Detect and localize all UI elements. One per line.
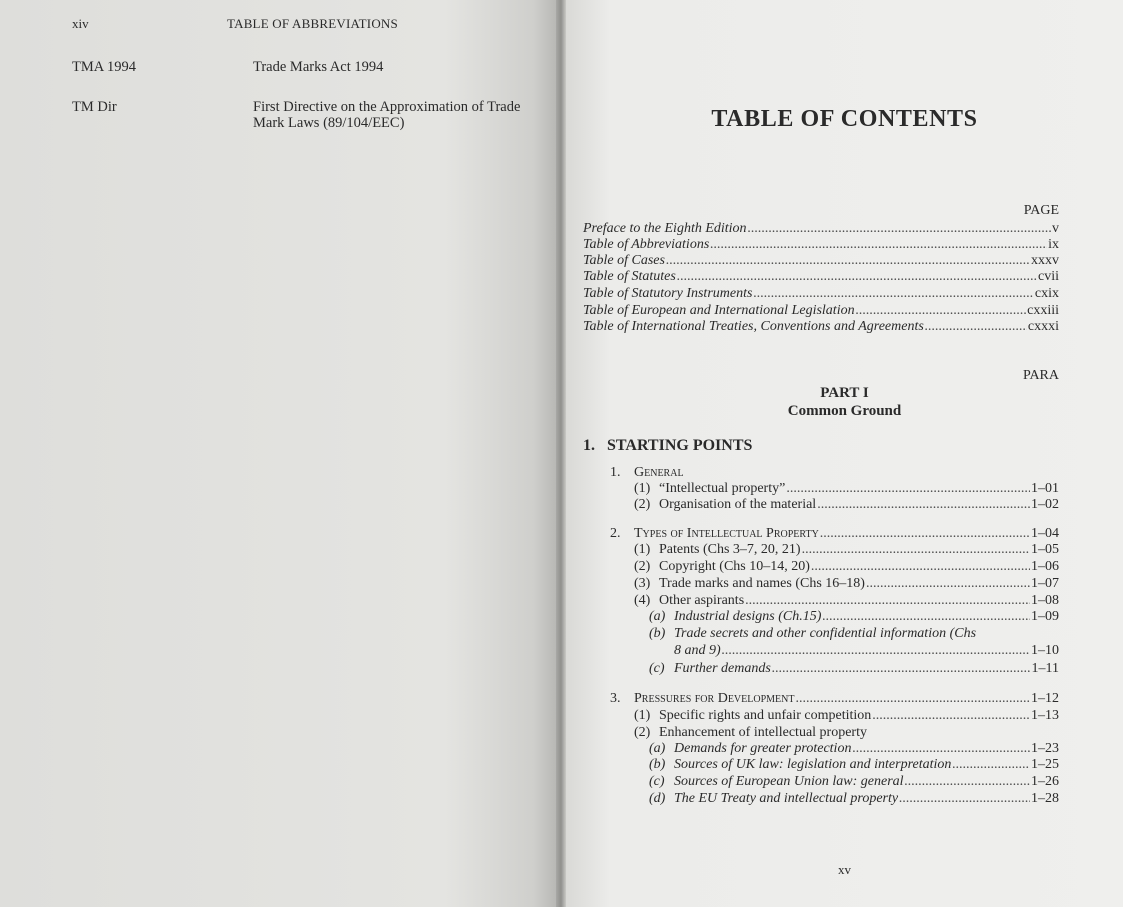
toc-entry-para: 1–13 — [1031, 708, 1059, 723]
chapter-heading[interactable] — [583, 437, 752, 455]
toc-entry[interactable] — [649, 609, 1059, 625]
toc-entry-label: “Intellectual property” — [659, 481, 786, 496]
entry-number: (c) — [649, 774, 665, 789]
entry-number: (d) — [649, 791, 666, 806]
chapter-number: 1. — [583, 437, 595, 454]
toc-entry[interactable] — [649, 661, 1059, 677]
toc-entry-label: Other aspirants — [659, 593, 745, 608]
toc-entry-para: 1–01 — [1031, 481, 1059, 496]
dot-leader — [822, 609, 1030, 625]
entry-number: (b) — [649, 626, 666, 641]
left-page-number: xiv — [72, 16, 89, 31]
toc-entry-label: Table of Cases — [583, 253, 665, 268]
toc-entry[interactable] — [634, 708, 1059, 724]
entry-number: (c) — [649, 661, 665, 676]
toc-entry[interactable] — [649, 757, 1059, 773]
toc-entry-heading[interactable] — [634, 725, 867, 741]
dot-leader — [866, 576, 1030, 592]
toc-entry-para: 1–12 — [1031, 691, 1059, 706]
toc-entry[interactable] — [649, 791, 1059, 807]
toc-entry[interactable] — [583, 237, 1059, 253]
section-label: General — [634, 465, 684, 480]
toc-entry-label: Table of Abbreviations — [583, 237, 710, 252]
left-page — [0, 0, 556, 907]
toc-entry[interactable] — [634, 497, 1059, 513]
dot-leader — [753, 286, 1033, 302]
right-page-number: xv — [838, 862, 851, 877]
page-column-head: PAGE — [1023, 203, 1059, 218]
toc-entry[interactable] — [583, 286, 1059, 302]
toc-entry[interactable] — [610, 526, 1059, 542]
dot-leader — [722, 643, 1030, 659]
section-heading[interactable] — [610, 465, 684, 481]
toc-entry-label: 8 and 9) — [674, 643, 721, 658]
toc-entry[interactable] — [649, 774, 1059, 790]
dot-leader — [677, 269, 1037, 285]
toc-entry-label: Industrial designs (Ch.15) — [674, 609, 822, 624]
entry-number: (1) — [634, 542, 651, 557]
toc-entry-page: cxxxi — [1027, 319, 1059, 334]
dot-leader — [872, 708, 1030, 724]
dot-leader — [899, 791, 1030, 807]
dot-leader — [666, 253, 1030, 269]
toc-entry[interactable] — [610, 691, 1059, 707]
toc-entry-label: Enhancement of intellectual property — [659, 725, 867, 740]
toc-entry-page: cxxiii — [1027, 303, 1059, 318]
toc-entry-wrapped[interactable] — [649, 626, 976, 642]
entry-number: (b) — [649, 757, 666, 772]
section-label: Types of Intellectual Property — [634, 526, 819, 541]
section-number: 3. — [610, 691, 621, 706]
abbr-key: TM Dir — [72, 99, 117, 115]
toc-entry-label: Table of European and International Legislation — [583, 303, 855, 318]
toc-entry-page: xxxv — [1031, 253, 1059, 268]
toc-entry-label: Table of Statutes — [583, 269, 676, 284]
toc-entry-para: 1–23 — [1031, 741, 1059, 756]
toc-entry-page: cxix — [1034, 286, 1059, 301]
toc-entry-label: Table of International Treaties, Conventions and Agreements — [583, 319, 924, 334]
entry-number: (1) — [634, 708, 651, 723]
toc-entry-continuation[interactable] — [674, 643, 1059, 659]
toc-entry-label: Sources of European Union law: general — [674, 774, 904, 789]
toc-entry-label: Table of Statutory Instruments — [583, 286, 753, 301]
abbr-key: TMA 1994 — [72, 59, 137, 75]
dot-leader — [745, 593, 1030, 609]
entry-number: (1) — [634, 481, 651, 496]
toc-entry-para: 1–05 — [1031, 542, 1059, 557]
toc-entry-para: 1–04 — [1031, 526, 1059, 541]
dot-leader — [795, 691, 1030, 707]
book-spine — [556, 0, 566, 907]
entry-number: (2) — [634, 725, 651, 740]
dot-leader — [802, 542, 1030, 558]
dot-leader — [811, 559, 1030, 575]
toc-entry-label: Patents (Chs 3–7, 20, 21) — [659, 542, 801, 557]
toc-entry-page: ix — [1048, 237, 1059, 252]
toc-entry-label: The EU Treaty and intellectual property — [674, 791, 899, 806]
toc-entry[interactable] — [634, 559, 1059, 575]
part-number: PART I — [820, 385, 869, 401]
entry-number: (3) — [634, 576, 651, 591]
chapter-title: STARTING POINTS — [607, 437, 753, 454]
toc-entry[interactable] — [583, 303, 1059, 319]
dot-leader — [786, 481, 1030, 497]
toc-entry[interactable] — [583, 253, 1059, 269]
section-number: 1. — [610, 465, 621, 480]
toc-entry[interactable] — [634, 542, 1059, 558]
toc-entry-label: Trade marks and names (Chs 16–18) — [659, 576, 865, 591]
toc-entry-para: 1–08 — [1031, 593, 1059, 608]
toc-entry-para: 1–10 — [1031, 643, 1059, 658]
toc-entry[interactable] — [634, 481, 1059, 497]
toc-entry-page: cvii — [1038, 269, 1059, 284]
toc-entry-label: Sources of UK law: legislation and interpretation — [674, 757, 952, 772]
part-title: Common Ground — [787, 403, 902, 419]
toc-entry-para: 1–09 — [1031, 609, 1059, 624]
toc-entry[interactable] — [583, 269, 1059, 285]
abbr-definition: Trade Marks Act 1994 — [253, 59, 384, 75]
dot-leader — [748, 221, 1051, 237]
dot-leader — [710, 237, 1047, 253]
running-head: TABLE OF ABBREVIATIONS — [227, 16, 398, 31]
dot-leader — [905, 774, 1030, 790]
dot-leader — [820, 526, 1030, 542]
dot-leader — [856, 303, 1027, 319]
dot-leader — [817, 497, 1030, 513]
toc-entry-para: 1–02 — [1031, 497, 1059, 512]
toc-entry-para: 1–25 — [1031, 757, 1059, 772]
toc-entry[interactable] — [583, 221, 1059, 237]
entry-number: (a) — [649, 609, 666, 624]
toc-entry-label: Demands for greater protection — [674, 741, 852, 756]
section-label: Pressures for Development — [634, 691, 795, 706]
para-column-head: PARA — [1022, 368, 1059, 383]
toc-entry-page: v — [1052, 221, 1059, 236]
toc-entry[interactable] — [583, 319, 1059, 335]
toc-entry-para: 1–06 — [1031, 559, 1059, 574]
section-number: 2. — [610, 526, 621, 541]
entry-number: (4) — [634, 593, 651, 608]
toc-entry[interactable] — [649, 741, 1059, 757]
entry-number: (2) — [634, 559, 651, 574]
entry-number: (2) — [634, 497, 651, 512]
dot-leader — [772, 661, 1031, 677]
toc-title: TABLE OF CONTENTS — [711, 106, 978, 132]
toc-entry-label: Further demands — [674, 661, 771, 676]
toc-entry[interactable] — [634, 593, 1059, 609]
abbr-definition: First Directive on the Approximation of Trade Mark Laws (89/104/EEC) — [253, 99, 521, 131]
entry-number: (a) — [649, 741, 666, 756]
toc-entry-para: 1–11 — [1031, 661, 1059, 676]
dot-leader — [952, 757, 1030, 773]
dot-leader — [925, 319, 1027, 335]
toc-entry-label: Copyright (Chs 10–14, 20) — [659, 559, 810, 574]
toc-entry-label: Specific rights and unfair competition — [659, 708, 872, 723]
toc-entry-para: 1–26 — [1031, 774, 1059, 789]
toc-entry-label: Organisation of the material — [659, 497, 817, 512]
toc-entry[interactable] — [634, 576, 1059, 592]
toc-entry-para: 1–07 — [1031, 576, 1059, 591]
toc-entry-label: Trade secrets and other confidential information (Chs — [674, 626, 977, 641]
dot-leader — [852, 741, 1030, 757]
toc-entry-para: 1–28 — [1031, 791, 1059, 806]
toc-entry-label: Preface to the Eighth Edition — [583, 221, 747, 236]
